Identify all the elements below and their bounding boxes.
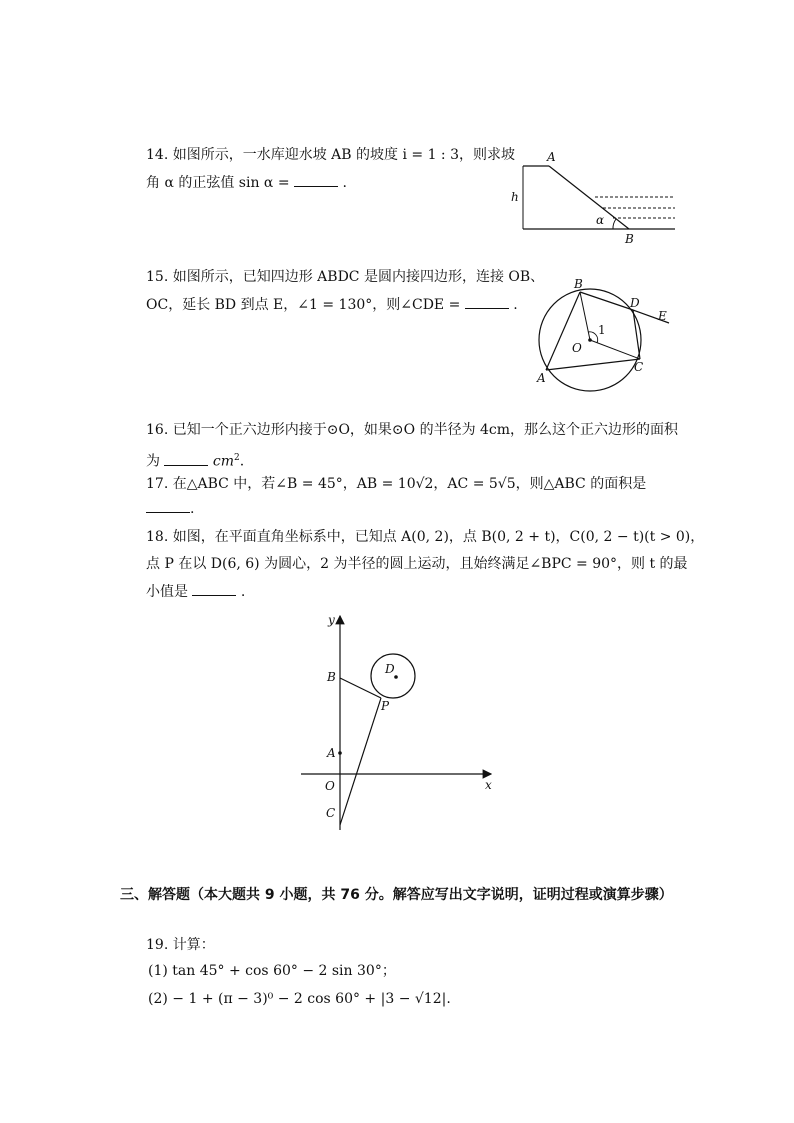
q15-line1: 15. 如图所示，已知四边形 ABDC 是圆内接四边形，连接 OB、 bbox=[146, 269, 545, 285]
center-d bbox=[394, 675, 398, 679]
q14-figure bbox=[505, 145, 685, 255]
q15-answer-blank[interactable] bbox=[465, 296, 509, 309]
label-p: P bbox=[381, 699, 390, 713]
q18-line3-text: 小值是 bbox=[146, 584, 188, 600]
chord-ca bbox=[546, 359, 640, 370]
label-a: A bbox=[547, 150, 556, 164]
label-e: E bbox=[658, 309, 667, 323]
label-d: D bbox=[630, 296, 640, 310]
alpha-arc bbox=[613, 219, 616, 229]
radius-ob bbox=[580, 292, 590, 340]
label-y: y bbox=[328, 613, 335, 627]
q14-line1: 14. 如图所示，一水库迎水坡 AB 的坡度 i = 1 : 3，则求坡 bbox=[146, 147, 516, 163]
chord-bd bbox=[580, 292, 633, 310]
label-b: B bbox=[574, 277, 583, 291]
q17-line1: 17. 在△ABC 中，若∠B = 45°，AB = 10√2，AC = 5√5，则△ABC 的面积是 bbox=[146, 476, 647, 492]
circle-d bbox=[371, 654, 415, 698]
q14-line2-end: . bbox=[342, 175, 347, 191]
label-d: D bbox=[385, 662, 395, 676]
q18-line3-end: . bbox=[240, 584, 246, 600]
q15-figure bbox=[528, 272, 678, 397]
q18-figure bbox=[295, 610, 505, 840]
label-alpha: α bbox=[596, 213, 605, 227]
q19-part1: (1) tan 45° + cos 60° − 2 sin 30°； bbox=[148, 963, 396, 979]
q16-line1: 16. 已知一个正六边形内接于⊙O，如果⊙O 的半径为 4cm，那么这个正六边形的面积 bbox=[146, 422, 679, 438]
q15-line2-text: OC，延长 BD 到点 E，∠1 = 130°，则∠CDE = bbox=[146, 297, 461, 313]
q16-line2-text: 为 bbox=[146, 453, 160, 470]
label-x: x bbox=[485, 778, 492, 792]
chord-ab bbox=[546, 292, 580, 370]
label-b: B bbox=[625, 232, 634, 246]
label-h: h bbox=[511, 190, 519, 204]
q16-answer-blank[interactable] bbox=[164, 453, 208, 466]
label-b: B bbox=[327, 670, 336, 684]
q18-line1: 18. 如图，在平面直角坐标系中，已知点 A(0, 2)，点 B(0, 2 + t)，C(0, 2 − t)(t > 0)， bbox=[146, 529, 705, 545]
q16-unit: cm bbox=[212, 453, 235, 470]
section-3-title: 三、解答题（本大题共 9 小题，共 76 分。解答应写出文字说明，证明过程或演算步骤） bbox=[120, 887, 673, 903]
label-angle-1: 1 bbox=[598, 323, 606, 337]
q19-part2: (2) − 1 + (π − 3)⁰ − 2 cos 60° + |3 − √12|. bbox=[148, 991, 451, 1007]
label-c: C bbox=[326, 806, 336, 820]
q14-line2-text: 角 α 的正弦值 sin α = bbox=[146, 175, 290, 191]
label-a: A bbox=[327, 746, 336, 760]
q16-line2 bbox=[146, 449, 244, 471]
q18-line3 bbox=[146, 583, 245, 601]
q16-line2-end: . bbox=[239, 453, 245, 470]
label-o: O bbox=[572, 341, 582, 355]
point-a bbox=[338, 751, 342, 755]
center-o bbox=[588, 338, 592, 342]
label-a: A bbox=[537, 371, 546, 385]
q15-line2-end: . bbox=[513, 297, 518, 313]
q14-line2 bbox=[146, 174, 347, 192]
q18-line2: 点 P 在以 D(6, 6) 为圆心，2 为半径的圆上运动，且始终满足∠BPC = 90°，则 t 的最 bbox=[146, 556, 688, 572]
label-c: C bbox=[634, 360, 644, 374]
label-o: O bbox=[325, 779, 335, 793]
q17-line2-end: . bbox=[190, 501, 195, 517]
chord-dc bbox=[633, 310, 640, 359]
q16-unit-exponent: 2 bbox=[234, 453, 240, 463]
segment-pc bbox=[340, 698, 381, 825]
q19-title: 19. 计算： bbox=[146, 937, 215, 953]
q17-answer-blank[interactable] bbox=[146, 500, 190, 513]
q14-answer-blank[interactable] bbox=[294, 174, 338, 187]
q18-answer-blank[interactable] bbox=[192, 583, 236, 596]
q17-line2 bbox=[146, 500, 194, 518]
q15-line2 bbox=[146, 296, 518, 314]
